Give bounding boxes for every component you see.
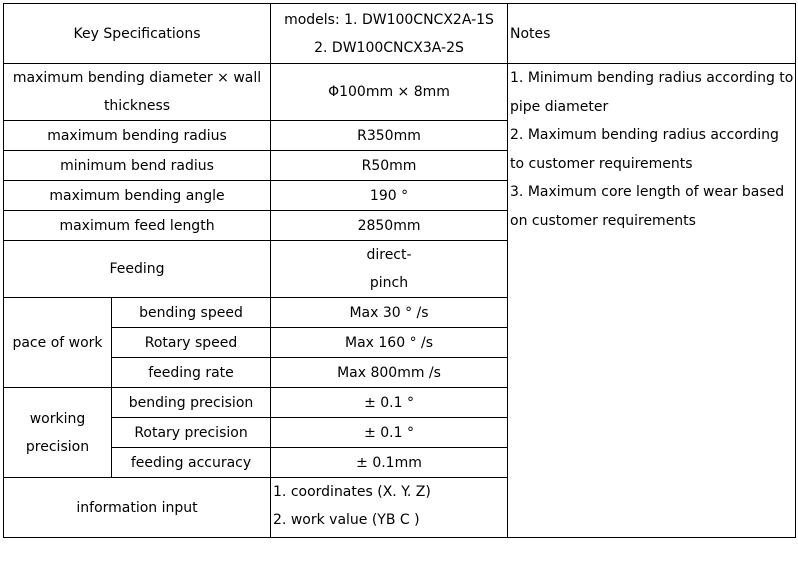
bending-precision-value: ± 0.1 ° [271,388,508,418]
max-bend-radius-label: maximum bending radius [4,121,271,151]
min-bend-radius-label: minimum bend radius [4,151,271,181]
header-notes: Notes [508,4,796,64]
note-line: pipe diameter [510,98,609,115]
feeding-rate-label: feeding rate [112,358,271,388]
note-line: 1. Minimum bending radius according to [510,70,794,86]
specifications-table [3,3,796,538]
note-line: 2. Maximum bending radius according [510,127,779,143]
header-row [4,4,796,64]
info-input-line: 2. work value (YB C ) [273,512,420,528]
header-models [271,4,508,64]
group-line: working [29,410,86,427]
notes-content [508,64,796,538]
label-line: maximum bending diameter × wall [12,70,262,86]
info-input-line: 1. coordinates (X. Y. Z) [273,484,431,500]
rotary-precision-label: Rotary precision [112,418,271,448]
feeding-accuracy-value: ± 0.1mm [271,448,508,478]
rotary-speed-label: Rotary speed [112,328,271,358]
note-line: 3. Maximum core length of wear based [510,184,785,200]
information-input-value [271,478,508,538]
max-feed-length-value: 2850mm [271,211,508,241]
group-line: precision [25,438,90,455]
table-row [4,64,796,121]
models-line-2: 2. DW100CNCX3A-2S [314,39,464,56]
pace-of-work-group: pace of work [4,298,112,388]
note-line: on customer requirements [510,212,696,229]
information-input-label: information input [4,478,271,538]
max-bend-angle-value: 190 ° [271,181,508,211]
feeding-value-line: direct- [366,247,412,263]
header-key-specifications: Key Specifications [4,4,271,64]
feeding-value-line: pinch [369,275,409,291]
models-line-1: models: 1. DW100CNCX2A-1S [284,11,494,28]
max-bend-radius-value: R350mm [271,121,508,151]
max-bend-diameter-label [4,64,271,121]
note-line: to customer requirements [510,155,693,172]
max-bend-angle-label: maximum bending angle [4,181,271,211]
label-line: thickness [103,98,171,114]
feeding-value [271,241,508,298]
rotary-precision-value: ± 0.1 ° [271,418,508,448]
max-feed-length-label: maximum feed length [4,211,271,241]
working-precision-group [4,388,112,478]
bending-speed-value: Max 30 ° /s [271,298,508,328]
feeding-accuracy-label: feeding accuracy [112,448,271,478]
rotary-speed-value: Max 160 ° /s [271,328,508,358]
bending-speed-label: bending speed [112,298,271,328]
bending-precision-label: bending precision [112,388,271,418]
max-bend-diameter-value: Φ100mm × 8mm [271,64,508,121]
feeding-rate-value: Max 800mm /s [271,358,508,388]
min-bend-radius-value: R50mm [271,151,508,181]
feeding-label: Feeding [4,241,271,298]
